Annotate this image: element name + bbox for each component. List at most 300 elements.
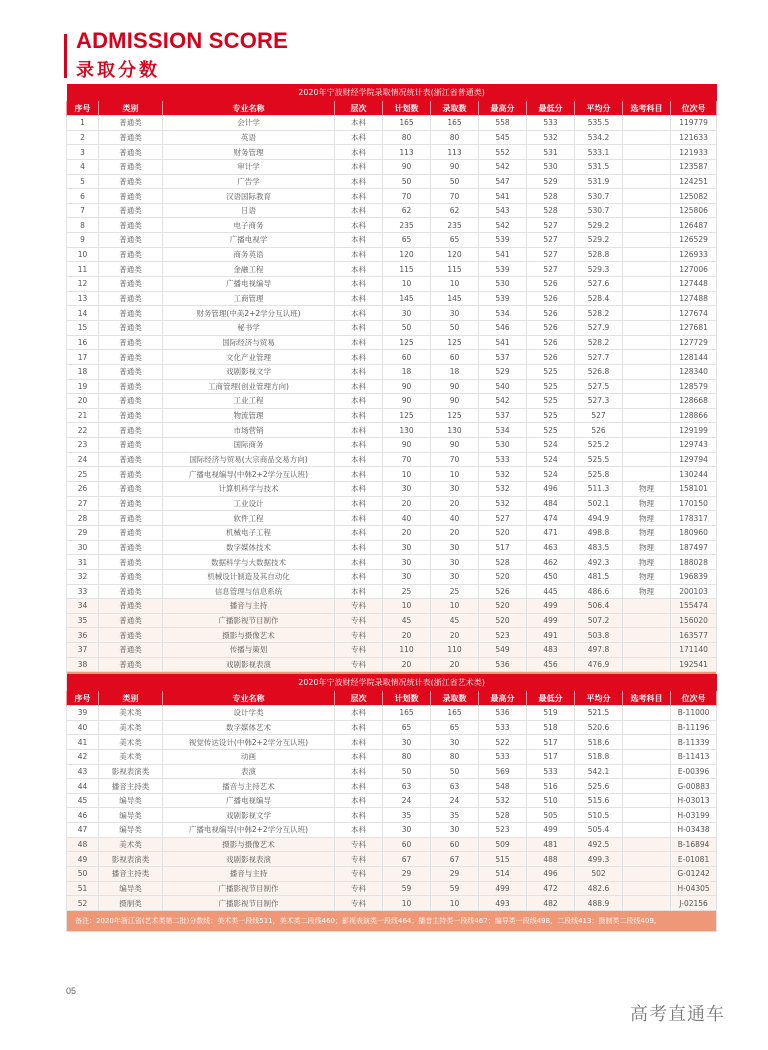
table-row <box>67 116 717 131</box>
table-cell: 527.7 <box>575 350 623 365</box>
table-cell: 530 <box>479 438 527 453</box>
table-cell <box>623 808 671 823</box>
table-cell: 115 <box>431 262 479 277</box>
table-cell: 529 <box>527 174 575 189</box>
table-cell: 80 <box>431 749 479 764</box>
column-header: 专业名称 <box>163 101 335 116</box>
table-cell: 本科 <box>335 277 383 292</box>
table-cell: H-03199 <box>671 808 717 823</box>
table-cell: 70 <box>383 452 431 467</box>
table-cell: 196839 <box>671 569 717 584</box>
column-header: 最低分 <box>527 101 575 116</box>
table-cell: 20 <box>431 628 479 643</box>
table-cell: 广播电视学 <box>163 233 335 248</box>
table-cell: 24 <box>67 452 99 467</box>
table-cell: 普通类 <box>99 657 163 672</box>
table-cell: 本科 <box>335 706 383 721</box>
table-cell: 40 <box>67 720 99 735</box>
table-cell: 25 <box>431 584 479 599</box>
table-cell: 本科 <box>335 438 383 453</box>
table-cell: 534 <box>479 423 527 438</box>
table-cell: 10 <box>383 277 431 292</box>
table-cell: 35 <box>67 613 99 628</box>
table-cell: 普通类 <box>99 569 163 584</box>
table-cell: 496 <box>527 867 575 882</box>
table-cell: 30 <box>383 823 431 838</box>
column-header: 录取数 <box>431 691 479 706</box>
table-cell: 482.6 <box>575 881 623 896</box>
table-cell: 30 <box>383 735 431 750</box>
column-header: 计划数 <box>383 101 431 116</box>
table-cell: 10 <box>431 467 479 482</box>
table-cell: 播音与主持艺术 <box>163 779 335 794</box>
table-cell: 6 <box>67 189 99 204</box>
table-cell <box>623 657 671 672</box>
table-cell: 128866 <box>671 408 717 423</box>
table-cell: 521.5 <box>575 706 623 721</box>
table-cell: 本科 <box>335 379 383 394</box>
table-cell: 70 <box>383 189 431 204</box>
table-cell: 113 <box>431 145 479 160</box>
table-row <box>67 584 717 599</box>
table-cell: 普通类 <box>99 277 163 292</box>
table-row <box>67 808 717 823</box>
table-cell: 30 <box>383 482 431 497</box>
table-cell: 物理 <box>623 525 671 540</box>
table-cell: 523 <box>479 628 527 643</box>
table-cell: 156020 <box>671 613 717 628</box>
table-cell: 工商管理 <box>163 291 335 306</box>
table-caption: 2020年宁波财经学院录取情况统计表(浙江省普通类) <box>67 84 717 101</box>
table-cell: E-01081 <box>671 852 717 867</box>
table-cell: 65 <box>383 233 431 248</box>
table-cell: 机械电子工程 <box>163 525 335 540</box>
art-table <box>66 674 717 932</box>
table-cell: 1 <box>67 116 99 131</box>
table-row <box>67 540 717 555</box>
table-cell <box>623 867 671 882</box>
table-cell: 工业工程 <box>163 394 335 409</box>
table-cell: 摄影与摄像艺术 <box>163 628 335 643</box>
table-cell <box>623 233 671 248</box>
table-cell: 本科 <box>335 145 383 160</box>
table-cell: 51 <box>67 881 99 896</box>
table-cell: 540 <box>479 379 527 394</box>
table-row <box>67 364 717 379</box>
table-cell: 541 <box>479 335 527 350</box>
table-cell: 539 <box>479 262 527 277</box>
table-cell: 编导类 <box>99 823 163 838</box>
table-cell: 24 <box>431 793 479 808</box>
table-cell: 130 <box>383 423 431 438</box>
table-cell: 金融工程 <box>163 262 335 277</box>
table-row <box>67 881 717 896</box>
table-cell: 527 <box>527 262 575 277</box>
table-cell: 235 <box>431 218 479 233</box>
table-cell: 财务管理 <box>163 145 335 160</box>
table-cell: 128668 <box>671 394 717 409</box>
table-cell: 523 <box>479 823 527 838</box>
table-cell: 127006 <box>671 262 717 277</box>
table-cell: 10 <box>383 896 431 911</box>
table-cell: 文化产业管理 <box>163 350 335 365</box>
table-cell: 125 <box>383 408 431 423</box>
table-cell: 普通类 <box>99 306 163 321</box>
table-cell: 广播影视节目制作 <box>163 613 335 628</box>
table-cell: 戏剧影视表演 <box>163 657 335 672</box>
table-cell: 普通类 <box>99 599 163 614</box>
table-cell: 影视表演类 <box>99 852 163 867</box>
table-cell: 527.5 <box>575 379 623 394</box>
table-cell: 59 <box>383 881 431 896</box>
table-cell: 506.4 <box>575 599 623 614</box>
table-cell <box>623 203 671 218</box>
table-caption: 2020年宁波财经学院录取情况统计表(浙江省艺术类) <box>67 674 717 691</box>
table-cell: 558 <box>479 116 527 131</box>
table-cell: 528 <box>479 808 527 823</box>
table-cell: 529.3 <box>575 262 623 277</box>
table-cell: 536 <box>479 657 527 672</box>
table-cell: 125 <box>431 408 479 423</box>
table-cell: 22 <box>67 423 99 438</box>
table-cell: 本科 <box>335 793 383 808</box>
table-cell: 12 <box>67 277 99 292</box>
table-cell: 128579 <box>671 379 717 394</box>
table-cell: 30 <box>431 569 479 584</box>
table-cell <box>623 823 671 838</box>
table-cell: 128340 <box>671 364 717 379</box>
table-cell: 本科 <box>335 247 383 262</box>
table-cell: 10 <box>383 599 431 614</box>
table-cell: 广告学 <box>163 174 335 189</box>
table-cell: 121633 <box>671 130 717 145</box>
table-cell: 本科 <box>335 335 383 350</box>
table-cell: 普通类 <box>99 525 163 540</box>
table-cell: 110 <box>431 643 479 658</box>
table-cell: 播音与主持 <box>163 867 335 882</box>
table-cell <box>623 852 671 867</box>
table-cell: 532 <box>479 793 527 808</box>
column-header: 位次号 <box>671 691 717 706</box>
table-row <box>67 350 717 365</box>
table-cell: 美术类 <box>99 837 163 852</box>
table-cell: 474 <box>527 511 575 526</box>
table-cell: 设计学类 <box>163 706 335 721</box>
table-row <box>67 145 717 160</box>
table-cell: 电子商务 <box>163 218 335 233</box>
table-cell: 130 <box>431 423 479 438</box>
table-cell: 52 <box>67 896 99 911</box>
column-header: 层次 <box>335 101 383 116</box>
table-cell: 50 <box>67 867 99 882</box>
table-cell: 552 <box>479 145 527 160</box>
table-cell: 本科 <box>335 394 383 409</box>
table-cell: 527 <box>479 511 527 526</box>
table-row <box>67 174 717 189</box>
table-cell: 本科 <box>335 203 383 218</box>
table-cell: 542 <box>479 159 527 174</box>
table-cell: 520 <box>479 569 527 584</box>
table-cell: 32 <box>67 569 99 584</box>
table-cell: 普通类 <box>99 262 163 277</box>
table-cell <box>623 749 671 764</box>
table-cell: 528 <box>527 189 575 204</box>
table-row <box>67 852 717 867</box>
table-cell: 505.4 <box>575 823 623 838</box>
table-cell: 10 <box>67 247 99 262</box>
table-cell: 519 <box>527 706 575 721</box>
table-cell: 120 <box>431 247 479 262</box>
table-cell <box>623 130 671 145</box>
table-cell: B-11413 <box>671 749 717 764</box>
table-cell: 50 <box>431 174 479 189</box>
table-cell: 播音主持类 <box>99 779 163 794</box>
table-cell: 本科 <box>335 130 383 145</box>
table-cell: 数字媒体技术 <box>163 540 335 555</box>
table-cell <box>623 291 671 306</box>
table-cell: 180960 <box>671 525 717 540</box>
table-cell: 110 <box>383 643 431 658</box>
table-cell: 530 <box>527 159 575 174</box>
table-cell: 187497 <box>671 540 717 555</box>
table-cell: 物理 <box>623 511 671 526</box>
table-cell <box>623 779 671 794</box>
table-row <box>67 823 717 838</box>
table-cell: 518.6 <box>575 735 623 750</box>
table-cell: 529.2 <box>575 218 623 233</box>
general-admission-table <box>66 84 714 693</box>
table-cell: 普通类 <box>99 540 163 555</box>
table-row <box>67 896 717 911</box>
table-cell: 165 <box>431 116 479 131</box>
table-cell: 20 <box>383 657 431 672</box>
table-cell: 165 <box>383 706 431 721</box>
table-cell <box>623 247 671 262</box>
table-cell: 530 <box>479 277 527 292</box>
table-cell: 本科 <box>335 735 383 750</box>
table-cell: 10 <box>431 896 479 911</box>
table-row <box>67 438 717 453</box>
table-cell: 28 <box>67 511 99 526</box>
table-cell: 517 <box>479 540 527 555</box>
table-cell: 125082 <box>671 189 717 204</box>
table-cell: 本科 <box>335 467 383 482</box>
table-cell: 527.9 <box>575 320 623 335</box>
table-cell: 普通类 <box>99 423 163 438</box>
table-cell: 70 <box>431 189 479 204</box>
table-cell: 542 <box>479 218 527 233</box>
table-cell: 25 <box>383 584 431 599</box>
table-cell: 34 <box>67 599 99 614</box>
table-cell: 普通类 <box>99 628 163 643</box>
table-cell: 128144 <box>671 350 717 365</box>
table-cell: 499 <box>527 823 575 838</box>
table-cell: 20 <box>431 496 479 511</box>
table-cell: 33 <box>67 584 99 599</box>
table-cell: 59 <box>431 881 479 896</box>
table-cell: 传播与策划 <box>163 643 335 658</box>
table-cell: 20 <box>383 628 431 643</box>
table-cell: 533 <box>527 116 575 131</box>
table-cell: 65 <box>383 720 431 735</box>
table-cell: 65 <box>431 720 479 735</box>
table-cell: 529.2 <box>575 233 623 248</box>
table-cell: 536 <box>479 706 527 721</box>
table-cell: 戏剧影视表演 <box>163 852 335 867</box>
table-cell: 15 <box>67 320 99 335</box>
table-cell: 517 <box>527 749 575 764</box>
table-row <box>67 643 717 658</box>
table-row <box>67 749 717 764</box>
table-cell: 90 <box>431 394 479 409</box>
table-cell <box>623 335 671 350</box>
table-cell: 505 <box>527 808 575 823</box>
table-cell: 普通类 <box>99 189 163 204</box>
table-cell: 527.6 <box>575 277 623 292</box>
table-cell: 普通类 <box>99 379 163 394</box>
table-cell: 120 <box>383 247 431 262</box>
table-cell: 67 <box>383 852 431 867</box>
table-cell: 531.9 <box>575 174 623 189</box>
table-cell: 本科 <box>335 320 383 335</box>
table-cell <box>623 837 671 852</box>
table-cell: 126933 <box>671 247 717 262</box>
table-cell: 本科 <box>335 159 383 174</box>
table-cell: 127729 <box>671 335 717 350</box>
table-cell: 审计学 <box>163 159 335 174</box>
table-header-row <box>67 101 717 116</box>
table-cell: 29 <box>67 525 99 540</box>
table-cell: 502.1 <box>575 496 623 511</box>
table-cell: 本科 <box>335 262 383 277</box>
table-cell: 90 <box>383 379 431 394</box>
table-cell <box>623 174 671 189</box>
table-cell: 视觉传达设计(中韩2+2学分互认班) <box>163 735 335 750</box>
table-cell: 90 <box>431 379 479 394</box>
table-cell: 广播电视编导 <box>163 793 335 808</box>
table-cell <box>623 896 671 911</box>
table-cell <box>623 262 671 277</box>
table-cell: 专科 <box>335 852 383 867</box>
table-cell: 编导类 <box>99 793 163 808</box>
table-cell: 20 <box>383 525 431 540</box>
table-cell: 534.2 <box>575 130 623 145</box>
table-cell: 127674 <box>671 306 717 321</box>
table-cell: 普通类 <box>99 482 163 497</box>
table-note: 备注：2020年浙江省(艺术类第二批)分数线：美术类一段线511，美术类二段线460；影视表演类一段线464；播音主持类一段线467；编导类一段线498，二段线413；摄制类二段线409。 <box>67 910 717 931</box>
table-cell: 国际商务 <box>163 438 335 453</box>
table-cell: 11 <box>67 262 99 277</box>
table-cell <box>623 145 671 160</box>
table-cell: 129199 <box>671 423 717 438</box>
table-row <box>67 779 717 794</box>
table-cell: 526.8 <box>575 364 623 379</box>
table-cell: 专科 <box>335 613 383 628</box>
table-cell: 市场营销 <box>163 423 335 438</box>
table-cell: 专科 <box>335 643 383 658</box>
table-row <box>67 735 717 750</box>
table-cell: 524 <box>527 438 575 453</box>
table-cell: 532 <box>479 496 527 511</box>
table-cell: 30 <box>383 569 431 584</box>
table-cell: 70 <box>431 452 479 467</box>
table-cell: 本科 <box>335 569 383 584</box>
table-cell: 普通类 <box>99 511 163 526</box>
table-cell: 525.2 <box>575 438 623 453</box>
table-cell: 60 <box>383 837 431 852</box>
table-cell <box>623 706 671 721</box>
table-cell: 会计学 <box>163 116 335 131</box>
table-cell: 520 <box>479 525 527 540</box>
table-cell: J-02156 <box>671 896 717 911</box>
table-cell: 471 <box>527 525 575 540</box>
table-cell: 本科 <box>335 291 383 306</box>
table-cell: 30 <box>431 555 479 570</box>
table-cell <box>623 881 671 896</box>
table-cell: 178317 <box>671 511 717 526</box>
table-cell: 526 <box>527 320 575 335</box>
table-cell: 515.6 <box>575 793 623 808</box>
table-cell: 472 <box>527 881 575 896</box>
table-cell: 60 <box>431 350 479 365</box>
column-header: 选考科目 <box>623 691 671 706</box>
table-cell: 29 <box>383 867 431 882</box>
table-cell: 普通类 <box>99 467 163 482</box>
table-cell: 36 <box>67 628 99 643</box>
table-cell: 456 <box>527 657 575 672</box>
table-cell: 本科 <box>335 452 383 467</box>
table-cell: 539 <box>479 233 527 248</box>
table-cell: 125 <box>431 335 479 350</box>
table-cell <box>623 423 671 438</box>
table-cell: 530.7 <box>575 189 623 204</box>
table-cell: 542.1 <box>575 764 623 779</box>
table-cell: 130244 <box>671 467 717 482</box>
table-cell: 21 <box>67 408 99 423</box>
table-cell: 492.3 <box>575 555 623 570</box>
table-cell: 31 <box>67 555 99 570</box>
table-cell: 25 <box>67 467 99 482</box>
table-row <box>67 189 717 204</box>
table-cell: 525.6 <box>575 779 623 794</box>
table-cell: 10 <box>431 277 479 292</box>
table-cell: 普通类 <box>99 174 163 189</box>
table-cell: 影视表演类 <box>99 764 163 779</box>
table-cell: 汉语国际教育 <box>163 189 335 204</box>
column-header: 专业名称 <box>163 691 335 706</box>
table-row <box>67 720 717 735</box>
table-cell: 日语 <box>163 203 335 218</box>
table-row <box>67 335 717 350</box>
table-cell: 本科 <box>335 482 383 497</box>
table-cell: 30 <box>431 482 479 497</box>
table-cell: 20 <box>67 394 99 409</box>
table-cell: 525 <box>527 364 575 379</box>
column-header: 选考科目 <box>623 101 671 116</box>
table-cell: 60 <box>431 837 479 852</box>
table-cell <box>623 159 671 174</box>
table-cell: 119779 <box>671 116 717 131</box>
table-cell: 531 <box>527 145 575 160</box>
table-cell: 普通类 <box>99 584 163 599</box>
table-cell: 47 <box>67 823 99 838</box>
table-cell: 188028 <box>671 555 717 570</box>
table-cell: 80 <box>383 749 431 764</box>
table-cell: 专科 <box>335 628 383 643</box>
table-row <box>67 394 717 409</box>
table-cell: 524 <box>527 452 575 467</box>
column-header: 位次号 <box>671 101 717 116</box>
